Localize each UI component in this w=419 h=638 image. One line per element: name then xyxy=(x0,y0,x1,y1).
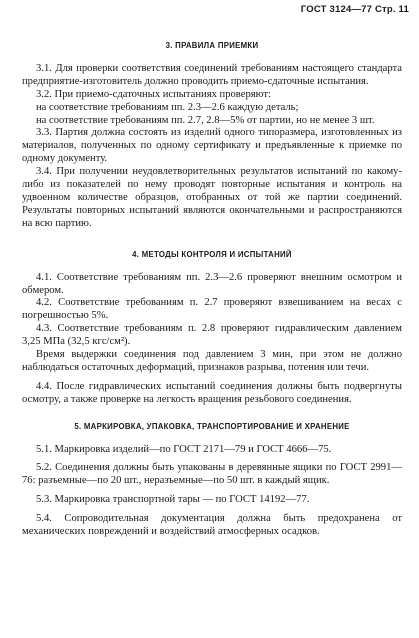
paragraph-4-3-continuation: Время выдержки соединения под давлением 3 мин, при этом не должно наблюдаться остаточных деформаций, признаков разрыва, потения или течи. xyxy=(22,349,402,373)
paragraph-3-3: 3.3. Партия должна состоять из изделий одного типоразмера, изготовленных из материалов, полученных по одному сертификату и предъявленные к приемке по одному документу. xyxy=(22,127,402,165)
paragraph-3-2-item-a: на соответствие требованиям пп. 2.3—2.6 каждую деталь; xyxy=(36,101,299,113)
paragraph-5-1: 5.1. Маркировка изделий—по ГОСТ 2171—79 и ГОСТ 4666—75. xyxy=(36,443,332,455)
paragraph-4-2: 4.2. Соответствие требованиям п. 2.7 проверяют взвешиванием на весах с погрешностью 5%. xyxy=(22,297,402,322)
paragraph-5-4: 5.4. Сопроводительная документация должна быть предохранена от механических повреждений и воздействий атмосферных осадков. xyxy=(22,513,402,538)
document-body xyxy=(22,40,402,539)
section-3-heading: 3. ПРАВИЛА ПРИЕМКИ xyxy=(165,41,259,50)
paragraph-3-4: 3.4. При получении неудовлетворительных результатов испытаний по какому-либо из показателей по нему проводят повторные испытания и контроль на удвоенном количестве образцов, отобранных от той же партии соединений. Результаты повторных испытаний являются окончательными и распространяются на всю партию. xyxy=(22,166,402,229)
paragraph-4-4: 4.4. После гидравлических испытаний соединения должны быть подвергнуты осмотру, а также проверке на легкость вращения резьбового соединения. xyxy=(22,380,402,405)
paragraph-3-2-item-b: на соответствие требованиям пп. 2.7, 2.8—5% от партии, но не менее 3 шт. xyxy=(36,114,375,126)
section-4-heading: 4. МЕТОДЫ КОНТРОЛЯ И ИСПЫТАНИЙ xyxy=(132,249,292,259)
paragraph-5-3: 5.3. Маркировка транспортной тары — по ГОСТ 14192—77. xyxy=(36,494,310,506)
paragraph-4-1: 4.1. Соответствие требованиям пп. 2.3—2.6 проверяют внешним осмотром и обмером. xyxy=(22,271,402,296)
paragraph-3-1: 3.1. Для проверки соответствия соединений требованиям настоящего стандарта предприятие-изготовитель должно проводить приемо-сдаточные испытания. xyxy=(22,62,402,87)
page-header: ГОСТ 3124—77 Стр. 11 xyxy=(300,4,409,15)
paragraph-3-2: 3.2. При приемо-сдаточных испытаниях проверяют: xyxy=(36,88,271,100)
paragraph-5-2: 5.2. Соединения должны быть упакованы в деревянные ящики по ГОСТ 2991—76: разъемные—по 20 шт., неразъемные—по 50 шт. в каждый ящик. xyxy=(22,462,402,487)
paragraph-4-3: 4.3. Соответствие требованиям п. 2.8 проверяют гидравлическим давлением 3,25 МПа (32,5 кгс/см²). xyxy=(22,323,402,348)
section-5-heading: 5. МАРКИРОВКА, УПАКОВКА, ТРАНСПОРТИРОВАНИЕ И ХРАНЕНИЕ xyxy=(74,421,350,431)
